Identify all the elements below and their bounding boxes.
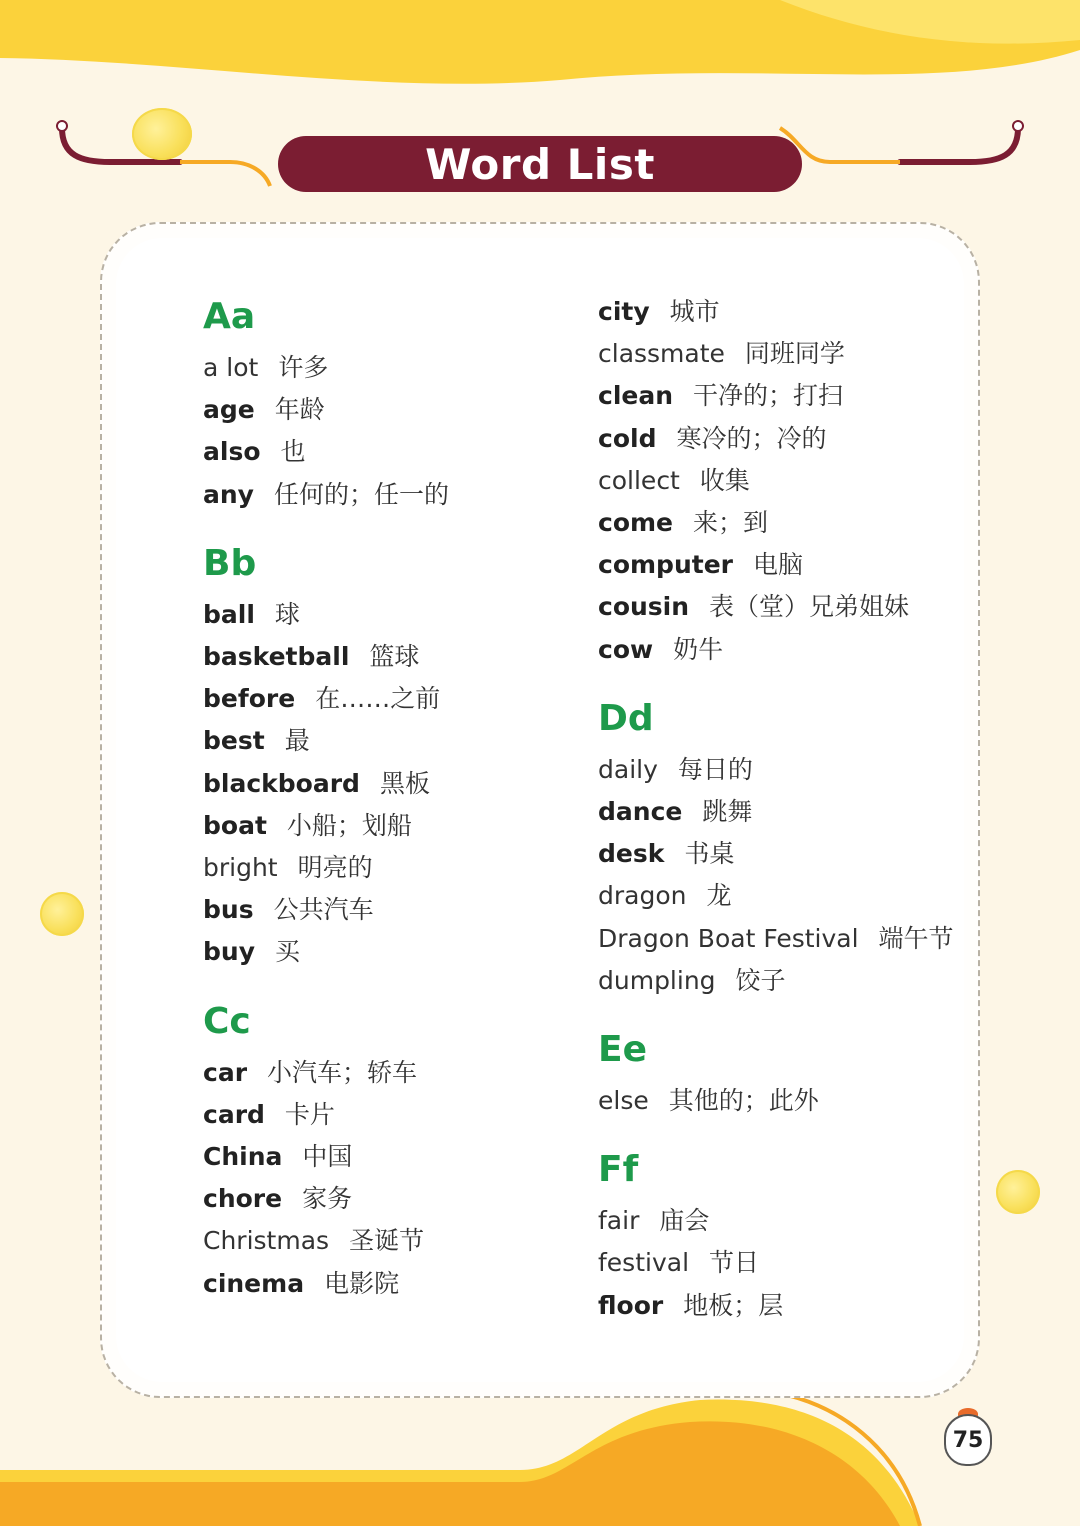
english-word: festival — [598, 1248, 690, 1278]
word-entry — [598, 376, 843, 412]
chinese-meaning: 书桌 — [684, 839, 735, 869]
page-title: Word List — [425, 139, 655, 189]
english-word: city — [598, 297, 650, 326]
word-entry — [598, 834, 734, 870]
chinese-meaning: 公共汽车 — [273, 895, 374, 925]
chinese-meaning: 来；到 — [693, 508, 769, 537]
word-entry — [203, 890, 374, 926]
word-entry — [598, 792, 752, 828]
chinese-meaning: 龙 — [706, 881, 732, 911]
word-entry — [203, 432, 306, 468]
letter-heading: Bb — [203, 542, 257, 584]
chinese-meaning: 卡片 — [284, 1099, 335, 1129]
english-word: Christmas — [203, 1226, 330, 1256]
english-word: buy — [203, 937, 255, 967]
word-entry — [203, 1221, 424, 1257]
english-word: bus — [203, 895, 254, 925]
chinese-meaning: 篮球 — [369, 642, 420, 671]
chinese-meaning: 其他的；此外 — [668, 1086, 819, 1115]
english-word: car — [203, 1057, 248, 1087]
english-word: classmate — [598, 339, 725, 369]
word-entry — [598, 750, 753, 786]
english-word: also — [203, 437, 261, 467]
chinese-meaning: 寒冷的；冷的 — [676, 423, 827, 453]
english-word: dragon — [598, 881, 687, 911]
word-entry — [598, 292, 720, 328]
word-entry — [203, 932, 300, 968]
english-word: any — [203, 479, 254, 509]
letter-heading: Ff — [598, 1149, 639, 1191]
chinese-meaning: 电影院 — [324, 1268, 400, 1298]
word-entry — [203, 679, 440, 715]
english-word: card — [203, 1099, 265, 1129]
word-entry — [203, 595, 300, 631]
chinese-meaning: 饺子 — [735, 965, 786, 995]
english-word: best — [203, 726, 265, 756]
english-word: else — [598, 1086, 649, 1115]
english-word: bright — [203, 853, 278, 882]
word-entry — [598, 1081, 819, 1117]
letter-heading: Cc — [203, 1000, 251, 1042]
english-word: floor — [598, 1290, 664, 1320]
english-word: desk — [598, 839, 665, 869]
word-entry — [598, 961, 786, 997]
word-entry — [598, 461, 750, 497]
english-word: collect — [598, 465, 680, 495]
chinese-meaning: 任何的；任一的 — [273, 479, 449, 509]
word-entry — [598, 630, 723, 666]
word-entry — [203, 848, 373, 884]
chinese-meaning: 庙会 — [659, 1206, 710, 1236]
english-word: cold — [598, 423, 657, 453]
chinese-meaning: 家务 — [302, 1184, 353, 1214]
letter-heading: Dd — [598, 697, 654, 739]
word-entry — [203, 764, 430, 800]
word-entry — [203, 348, 328, 384]
english-word: age — [203, 395, 255, 425]
page-number: 75 — [944, 1414, 992, 1466]
word-entry — [203, 1137, 352, 1173]
word-entry — [203, 637, 419, 673]
chinese-meaning: 干净的；打扫 — [693, 381, 844, 411]
word-entry — [598, 1243, 759, 1279]
english-word: Dragon Boat Festival — [598, 923, 859, 953]
chinese-meaning: 许多 — [278, 353, 329, 382]
english-word: cinema — [203, 1268, 305, 1298]
word-entry — [203, 1095, 335, 1131]
word-entry — [203, 1264, 399, 1300]
word-entry — [203, 1179, 352, 1215]
english-word: cow — [598, 634, 654, 664]
english-word: a lot — [203, 353, 259, 382]
word-entry — [203, 475, 449, 511]
coin-right-icon — [996, 1170, 1040, 1214]
word-entry — [598, 919, 954, 955]
chinese-meaning: 每日的 — [677, 754, 753, 784]
english-word: fair — [598, 1206, 640, 1236]
word-entry — [203, 806, 412, 842]
coin-left-icon — [40, 892, 84, 936]
word-entry — [598, 419, 826, 455]
chinese-meaning: 同班同学 — [744, 339, 845, 369]
english-word: dance — [598, 797, 683, 826]
chinese-meaning: 明亮的 — [297, 853, 373, 882]
chinese-meaning: 城市 — [669, 297, 720, 326]
chinese-meaning: 奶牛 — [673, 634, 724, 664]
chinese-meaning: 地板；层 — [683, 1290, 784, 1320]
english-word: boat — [203, 810, 267, 840]
letter-heading: Aa — [203, 296, 256, 337]
english-word: come — [598, 508, 673, 537]
chinese-meaning: 小汽车；轿车 — [267, 1057, 418, 1087]
english-word: daily — [598, 754, 658, 784]
chinese-meaning: 表（堂）兄弟姐妹 — [709, 592, 910, 622]
page-number-badge — [944, 1408, 994, 1468]
english-word: dumpling — [598, 965, 716, 995]
word-entry — [598, 1201, 709, 1237]
chinese-meaning: 买 — [275, 937, 301, 967]
chinese-meaning: 球 — [274, 599, 300, 629]
word-entry — [598, 545, 803, 581]
word-list-card — [116, 238, 964, 1382]
chinese-meaning: 黑板 — [379, 768, 430, 798]
letter-heading: Ee — [598, 1029, 648, 1070]
chinese-meaning: 端午节 — [878, 923, 954, 953]
english-word: basketball — [203, 642, 350, 671]
word-entry — [598, 587, 909, 623]
chinese-meaning: 电脑 — [752, 550, 803, 580]
english-word: ball — [203, 599, 255, 629]
english-word: chore — [203, 1184, 283, 1214]
chinese-meaning: 最 — [284, 726, 310, 756]
chinese-meaning: 小船；划船 — [286, 810, 412, 840]
word-entry — [598, 1286, 783, 1322]
word-entry — [598, 334, 845, 370]
word-entry — [203, 1053, 417, 1089]
chinese-meaning: 也 — [280, 437, 306, 467]
cookie-icon — [132, 108, 192, 160]
word-entry — [203, 721, 310, 757]
word-entry — [203, 390, 325, 426]
english-word: cousin — [598, 592, 690, 622]
chinese-meaning: 圣诞节 — [349, 1226, 425, 1256]
english-word: China — [203, 1142, 283, 1171]
english-word: clean — [598, 381, 674, 411]
title-banner — [278, 136, 802, 192]
english-word: computer — [598, 550, 733, 580]
chinese-meaning: 在……之前 — [315, 684, 441, 714]
word-entry — [598, 876, 732, 912]
english-word: before — [203, 684, 296, 714]
word-entry — [598, 503, 768, 539]
chinese-meaning: 中国 — [302, 1142, 353, 1171]
top-wave-decoration — [0, 0, 1080, 110]
chinese-meaning: 年龄 — [274, 395, 325, 425]
chinese-meaning: 节日 — [709, 1248, 760, 1278]
english-word: blackboard — [203, 768, 360, 798]
chinese-meaning: 跳舞 — [702, 797, 753, 826]
chinese-meaning: 收集 — [699, 465, 750, 495]
